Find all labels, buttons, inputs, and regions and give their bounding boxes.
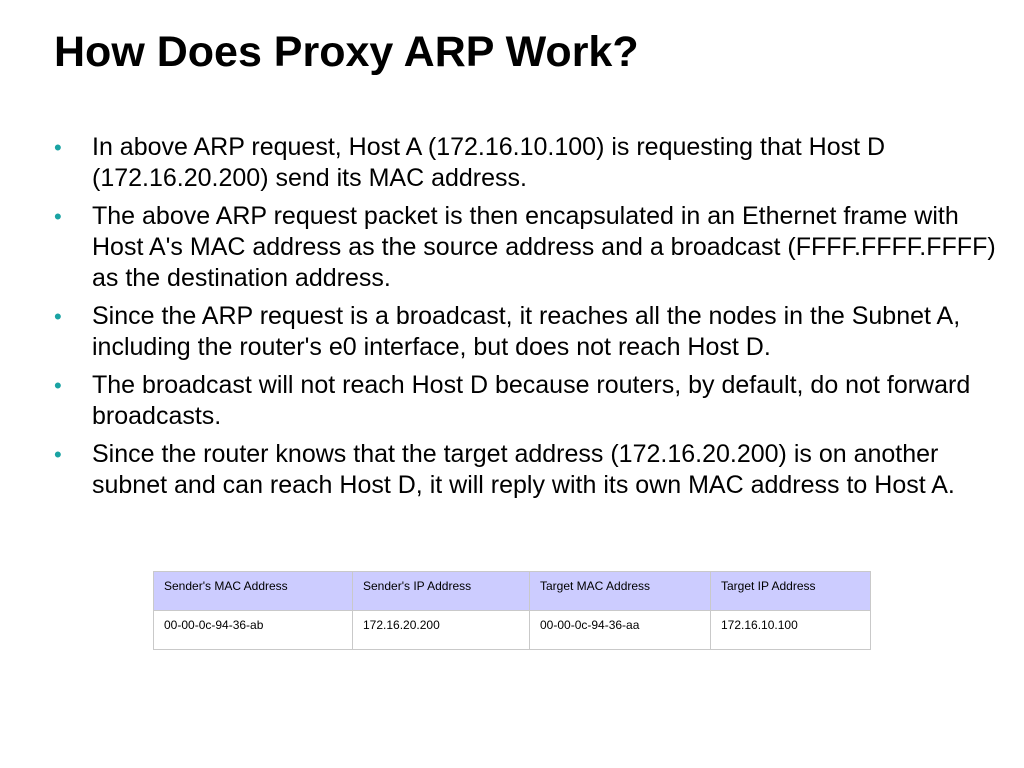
cell-sender-ip: 172.16.20.200 — [353, 611, 530, 650]
table-header-row — [154, 572, 871, 611]
header-target-ip: Target IP Address — [711, 572, 871, 611]
bullet-text: In above ARP request, Host A (172.16.10.100) is requesting that Host D (172.16.20.200) send its MAC address. — [92, 133, 886, 192]
bullet-item — [54, 370, 999, 432]
table-row — [154, 611, 871, 650]
bullet-text: The above ARP request packet is then encapsulated in an Ethernet frame with Host A's MAC address as the source address and a broadcast (FFFF.FFFF.FFFF) as the destination address. — [92, 202, 996, 292]
cell-target-mac: 00-00-0c-94-36-aa — [530, 611, 711, 650]
bullet-item — [54, 201, 999, 294]
cell-target-ip: 172.16.10.100 — [711, 611, 871, 650]
header-sender-ip: Sender's IP Address — [353, 572, 530, 611]
bullet-icon: • — [54, 304, 62, 329]
bullet-text: Since the router knows that the target address (172.16.20.200) is on another subnet and can reach Host D, it will reply with its own MAC address to Host A. — [92, 440, 955, 499]
bullet-icon: • — [54, 135, 62, 160]
bullet-icon: • — [54, 204, 62, 229]
cell-sender-mac: 00-00-0c-94-36-ab — [154, 611, 353, 650]
bullet-item — [54, 301, 999, 363]
bullet-icon: • — [54, 442, 62, 467]
slide-title: How Does Proxy ARP Work? — [54, 28, 639, 76]
bullet-item — [54, 439, 999, 501]
bullet-icon: • — [54, 373, 62, 398]
header-target-mac: Target MAC Address — [530, 572, 711, 611]
bullet-text: Since the ARP request is a broadcast, it reaches all the nodes in the Subnet A, including the router's e0 interface, but does not reach Host D. — [92, 302, 961, 361]
bullet-item — [54, 132, 999, 194]
bullet-text: The broadcast will not reach Host D because routers, by default, do not forward broadcasts. — [92, 371, 971, 430]
arp-packet-table — [153, 571, 871, 650]
header-sender-mac: Sender's MAC Address — [154, 572, 353, 611]
bullet-list — [54, 132, 999, 508]
